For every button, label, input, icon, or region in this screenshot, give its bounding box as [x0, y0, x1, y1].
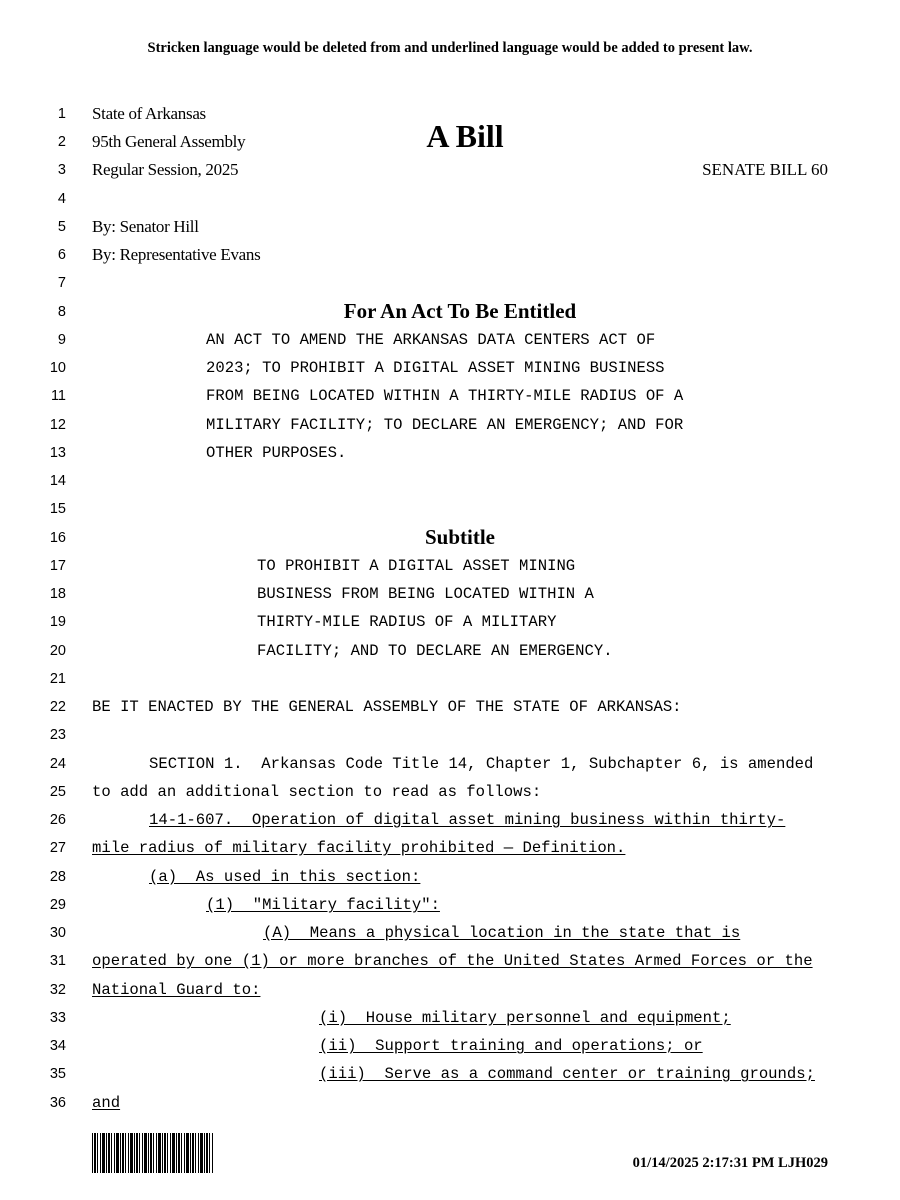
line-number: 22: [49, 699, 66, 715]
line-number: 29: [49, 897, 66, 913]
item-iii: (iii) Serve as a command center or training grounds;: [319, 1065, 815, 1083]
line-number: 27: [49, 840, 66, 856]
line-number: 28: [49, 869, 66, 885]
line-number: 30: [49, 925, 66, 941]
line-number: 23: [49, 727, 66, 743]
line-number: 15: [49, 501, 66, 517]
line-number: 35: [49, 1066, 66, 1082]
line-number: 21: [49, 671, 66, 687]
line-number: 4: [57, 191, 66, 207]
title-heading: For An Act To Be Entitled: [343, 299, 577, 323]
subdivision-A-cont: National Guard to:: [92, 981, 261, 999]
line-number: 18: [49, 586, 66, 602]
item-ii: (ii) Support training and operations; or: [319, 1037, 703, 1055]
document-stamp: 01/14/2025 2:17:31 PM LJH029: [632, 1155, 828, 1171]
section-1-text: SECTION 1. Arkansas Code Title 14, Chapter 1, Subchapter 6, is amended: [149, 755, 814, 773]
new-section-heading-cont: mile radius of military facility prohibited — Definition.: [92, 839, 626, 857]
line-number: 36: [49, 1095, 66, 1111]
title-line: AN ACT TO AMEND THE ARKANSAS DATA CENTERS ACT OF: [206, 331, 656, 349]
line-number: 31: [49, 953, 66, 969]
house-sponsor: By: Representative Evans: [92, 245, 261, 264]
line-number: 3: [57, 162, 66, 178]
line-number: 25: [49, 784, 66, 800]
item-conjunction: and: [92, 1094, 121, 1112]
line-number: 12: [49, 417, 66, 433]
line-number: 33: [49, 1010, 66, 1026]
title-line: MILITARY FACILITY; TO DECLARE AN EMERGENCY; AND FOR: [206, 416, 684, 434]
subdivision-A-cont: operated by one (1) or more branches of the United States Armed Forces or the: [92, 952, 813, 970]
line-number: 1: [57, 106, 66, 122]
line-number: 14: [49, 473, 66, 489]
document-type-title: A Bill: [426, 118, 504, 154]
barcode-icon: [92, 1133, 214, 1173]
title-line: FROM BEING LOCATED WITHIN A THIRTY-MILE RADIUS OF A: [206, 387, 684, 405]
line-number: 16: [49, 530, 66, 546]
line-number: 24: [49, 756, 66, 772]
line-number: 26: [49, 812, 66, 828]
line-number: 11: [50, 388, 66, 404]
general-assembly: 95th General Assembly: [92, 132, 246, 151]
bill-number: SENATE BILL 60: [702, 160, 828, 179]
title-line: OTHER PURPOSES.: [206, 444, 347, 462]
line-number: 5: [57, 219, 66, 235]
subtitle-line: FACILITY; AND TO DECLARE AN EMERGENCY.: [257, 642, 613, 660]
line-number: 20: [49, 643, 66, 659]
line-number: 7: [57, 275, 66, 291]
state-name: State of Arkansas: [92, 104, 206, 123]
line-number: 8: [57, 304, 66, 320]
line-number: 17: [49, 558, 66, 574]
session-name: Regular Session, 2025: [92, 160, 239, 179]
line-number: 2: [57, 134, 66, 150]
line-number: 32: [49, 982, 66, 998]
subdivision-A: (A) Means a physical location in the state that is: [263, 924, 741, 942]
new-section-heading: 14-1-607. Operation of digital asset mining business within thirty-: [149, 811, 786, 829]
line-number: 6: [57, 247, 66, 263]
item-i: (i) House military personnel and equipment;: [319, 1009, 731, 1027]
line-number: 13: [49, 445, 66, 461]
section-1-text-cont: to add an additional section to read as follows:: [92, 783, 542, 801]
subtitle-line: THIRTY-MILE RADIUS OF A MILITARY: [257, 613, 557, 631]
subdivision-1: (1) "Military facility":: [206, 896, 440, 914]
subtitle-line: TO PROHIBIT A DIGITAL ASSET MINING: [257, 557, 576, 575]
line-number: 19: [49, 614, 66, 630]
line-number: 9: [57, 332, 66, 348]
subtitle-line: BUSINESS FROM BEING LOCATED WITHIN A: [257, 585, 594, 603]
enacting-clause: BE IT ENACTED BY THE GENERAL ASSEMBLY OF THE STATE OF ARKANSAS:: [92, 698, 682, 716]
line-number: 10: [49, 360, 66, 376]
line-number: 34: [49, 1038, 66, 1054]
title-line: 2023; TO PROHIBIT A DIGITAL ASSET MINING BUSINESS: [206, 359, 665, 377]
senate-sponsor: By: Senator Hill: [92, 217, 199, 236]
subsection-a: (a) As used in this section:: [149, 868, 421, 886]
subtitle-heading: Subtitle: [424, 525, 495, 549]
amendment-notice: Stricken language would be deleted from and underlined language would be added to present law.: [147, 40, 753, 56]
